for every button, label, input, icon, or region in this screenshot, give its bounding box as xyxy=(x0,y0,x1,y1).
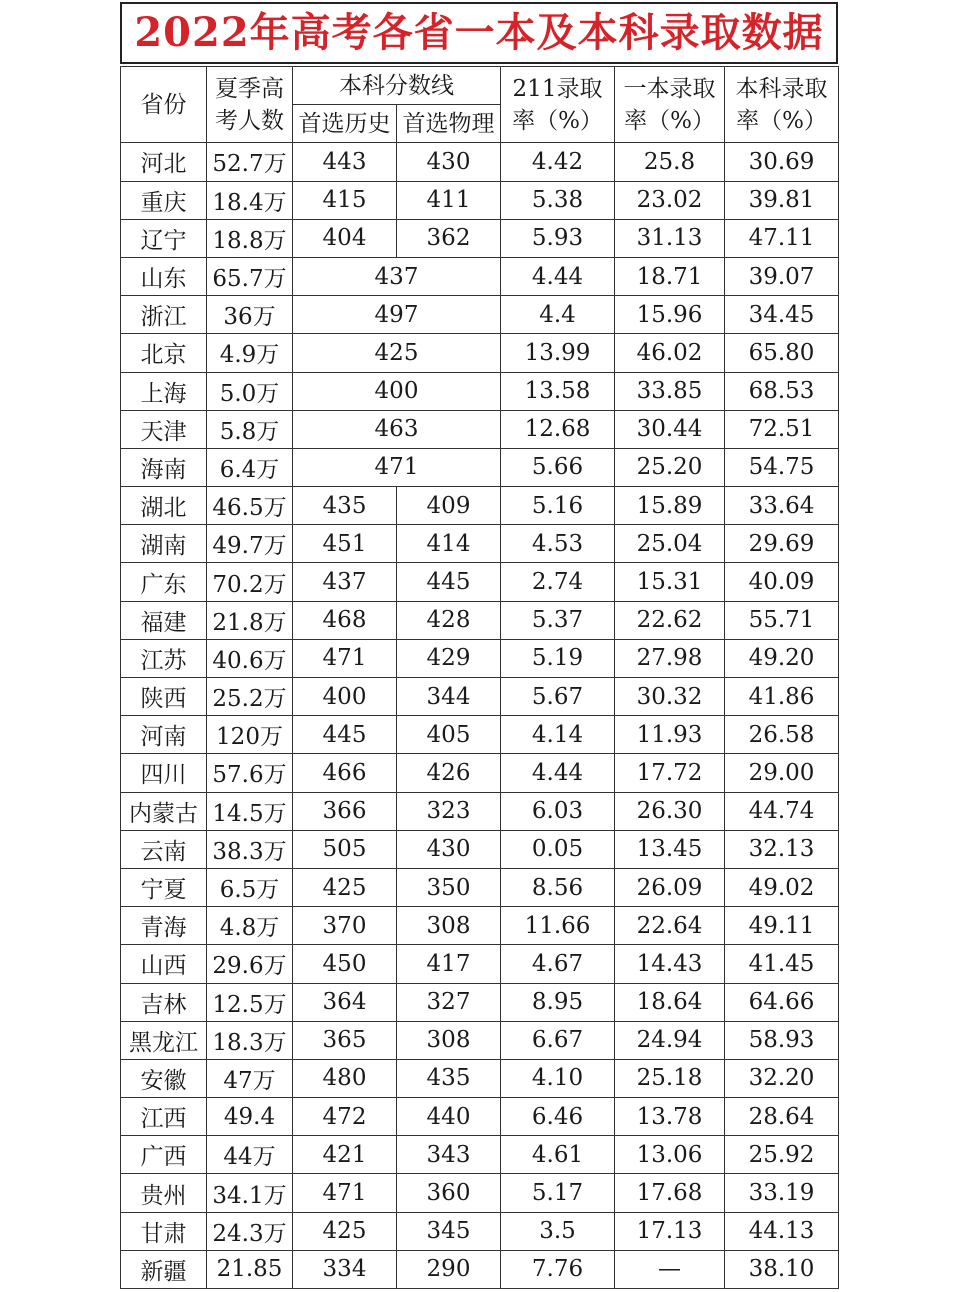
cell-province: 陕西 xyxy=(121,678,207,716)
cell-applicants: 5.0万 xyxy=(207,372,293,410)
cell-cutoff-history: 435 xyxy=(293,487,397,525)
header-211-rate-line1: 211录取 xyxy=(512,75,603,102)
cell-bachelor-rate: 32.20 xyxy=(725,1059,839,1097)
cell-tier1-rate: 18.64 xyxy=(615,983,725,1021)
cell-tier1-rate: 18.71 xyxy=(615,257,725,295)
cell-bachelor-rate: 26.58 xyxy=(725,716,839,754)
cell-cutoff-history: 421 xyxy=(293,1136,397,1174)
cell-bachelor-rate: 41.45 xyxy=(725,945,839,983)
table-row xyxy=(121,868,839,906)
cell-cutoff-history: 505 xyxy=(293,830,397,868)
cell-cutoff-history: 480 xyxy=(293,1059,397,1097)
cell-cutoff-physics: 405 xyxy=(397,716,501,754)
cell-bachelor-rate: 58.93 xyxy=(725,1021,839,1059)
cell-211-rate: 0.05 xyxy=(501,830,615,868)
admission-table xyxy=(120,66,839,1289)
table-row xyxy=(121,487,839,525)
table-row xyxy=(121,1098,839,1136)
cell-bachelor-rate: 33.64 xyxy=(725,487,839,525)
cell-province: 广东 xyxy=(121,563,207,601)
cell-cutoff-history: 415 xyxy=(293,181,397,219)
cell-bachelor-rate: 39.07 xyxy=(725,257,839,295)
cell-cutoff-physics: 417 xyxy=(397,945,501,983)
cell-province: 山西 xyxy=(121,945,207,983)
cell-applicants: 25.2万 xyxy=(207,678,293,716)
cell-tier1-rate: 17.72 xyxy=(615,754,725,792)
cell-cutoff-physics: 327 xyxy=(397,983,501,1021)
cell-cutoff-history: 404 xyxy=(293,219,397,257)
cell-211-rate: 4.53 xyxy=(501,525,615,563)
cell-bachelor-rate: 49.11 xyxy=(725,907,839,945)
header-applicants-line2: 考人数 xyxy=(215,107,284,134)
header-bachelor-rate xyxy=(725,67,839,143)
cell-applicants: 36万 xyxy=(207,296,293,334)
cell-cutoff-combined: 497 xyxy=(293,296,501,334)
cell-applicants: 34.1万 xyxy=(207,1174,293,1212)
cell-cutoff-physics: 409 xyxy=(397,487,501,525)
cell-bachelor-rate: 30.69 xyxy=(725,143,839,181)
cell-211-rate: 2.74 xyxy=(501,563,615,601)
data-sheet xyxy=(120,2,840,1292)
table-row xyxy=(121,601,839,639)
cell-tier1-rate: 13.06 xyxy=(615,1136,725,1174)
cell-211-rate: 4.10 xyxy=(501,1059,615,1097)
cell-province: 河北 xyxy=(121,143,207,181)
cell-bachelor-rate: 55.71 xyxy=(725,601,839,639)
cell-bachelor-rate: 33.19 xyxy=(725,1174,839,1212)
header-bachelor-rate-line1: 本科录取 xyxy=(735,75,828,102)
table-row xyxy=(121,1059,839,1097)
cell-province: 北京 xyxy=(121,334,207,372)
cell-province: 四川 xyxy=(121,754,207,792)
cell-211-rate: 8.56 xyxy=(501,868,615,906)
cell-province: 辽宁 xyxy=(121,219,207,257)
cell-tier1-rate: 13.78 xyxy=(615,1098,725,1136)
cell-cutoff-physics: 343 xyxy=(397,1136,501,1174)
table-row xyxy=(121,907,839,945)
cell-tier1-rate: 26.09 xyxy=(615,868,725,906)
cell-211-rate: 4.42 xyxy=(501,143,615,181)
table-row xyxy=(121,1174,839,1212)
cell-province: 湖北 xyxy=(121,487,207,525)
cell-211-rate: 5.93 xyxy=(501,219,615,257)
cell-applicants: 49.4 xyxy=(207,1098,293,1136)
cell-cutoff-physics: 344 xyxy=(397,678,501,716)
cell-tier1-rate: 25.04 xyxy=(615,525,725,563)
cell-211-rate: 11.66 xyxy=(501,907,615,945)
cell-bachelor-rate: 64.66 xyxy=(725,983,839,1021)
cell-applicants: 120万 xyxy=(207,716,293,754)
cell-211-rate: 12.68 xyxy=(501,410,615,448)
header-applicants xyxy=(207,67,293,143)
cell-cutoff-history: 471 xyxy=(293,1174,397,1212)
cell-tier1-rate: 26.30 xyxy=(615,792,725,830)
cell-cutoff-physics: 428 xyxy=(397,601,501,639)
cell-province: 重庆 xyxy=(121,181,207,219)
cell-211-rate: 4.14 xyxy=(501,716,615,754)
cell-211-rate: 6.46 xyxy=(501,1098,615,1136)
cell-cutoff-physics: 435 xyxy=(397,1059,501,1097)
cell-tier1-rate: 22.62 xyxy=(615,601,725,639)
cell-tier1-rate: 23.02 xyxy=(615,181,725,219)
table-row xyxy=(121,716,839,754)
cell-bachelor-rate: 54.75 xyxy=(725,448,839,486)
cell-211-rate: 8.95 xyxy=(501,983,615,1021)
table-row xyxy=(121,1250,839,1288)
cell-cutoff-history: 334 xyxy=(293,1250,397,1288)
cell-cutoff-history: 468 xyxy=(293,601,397,639)
cell-applicants: 24.3万 xyxy=(207,1212,293,1250)
cell-province: 黑龙江 xyxy=(121,1021,207,1059)
cell-cutoff-history: 437 xyxy=(293,563,397,601)
cell-211-rate: 6.67 xyxy=(501,1021,615,1059)
cell-tier1-rate: 31.13 xyxy=(615,219,725,257)
cell-cutoff-history: 445 xyxy=(293,716,397,754)
cell-211-rate: 6.03 xyxy=(501,792,615,830)
cell-bachelor-rate: 28.64 xyxy=(725,1098,839,1136)
cell-cutoff-history: 425 xyxy=(293,868,397,906)
cell-bachelor-rate: 38.10 xyxy=(725,1250,839,1288)
cell-applicants: 12.5万 xyxy=(207,983,293,1021)
cell-cutoff-history: 364 xyxy=(293,983,397,1021)
cell-tier1-rate: 11.93 xyxy=(615,716,725,754)
cell-cutoff-history: 443 xyxy=(293,143,397,181)
cell-applicants: 57.6万 xyxy=(207,754,293,792)
cell-bachelor-rate: 44.13 xyxy=(725,1212,839,1250)
cell-applicants: 47万 xyxy=(207,1059,293,1097)
cell-cutoff-history: 471 xyxy=(293,639,397,677)
cell-bachelor-rate: 68.53 xyxy=(725,372,839,410)
header-bachelor-rate-line2: 率（%） xyxy=(736,107,827,134)
cell-tier1-rate: 15.31 xyxy=(615,563,725,601)
cell-province: 浙江 xyxy=(121,296,207,334)
header-tier1-rate xyxy=(615,67,725,143)
cell-province: 山东 xyxy=(121,257,207,295)
cell-211-rate: 13.58 xyxy=(501,372,615,410)
table-row xyxy=(121,143,839,181)
table-row xyxy=(121,678,839,716)
cell-province: 安徽 xyxy=(121,1059,207,1097)
cell-bachelor-rate: 65.80 xyxy=(725,334,839,372)
cell-cutoff-combined: 471 xyxy=(293,448,501,486)
cell-applicants: 40.6万 xyxy=(207,639,293,677)
cell-province: 新疆 xyxy=(121,1250,207,1288)
cell-tier1-rate: 25.18 xyxy=(615,1059,725,1097)
cell-cutoff-physics: 323 xyxy=(397,792,501,830)
table-row xyxy=(121,372,839,410)
cell-cutoff-physics: 345 xyxy=(397,1212,501,1250)
cell-211-rate: 4.44 xyxy=(501,257,615,295)
table-row xyxy=(121,219,839,257)
cell-tier1-rate: 13.45 xyxy=(615,830,725,868)
cell-bachelor-rate: 49.20 xyxy=(725,639,839,677)
cell-cutoff-physics: 445 xyxy=(397,563,501,601)
cell-tier1-rate: 15.96 xyxy=(615,296,725,334)
cell-applicants: 6.4万 xyxy=(207,448,293,486)
cell-applicants: 4.9万 xyxy=(207,334,293,372)
cell-bachelor-rate: 49.02 xyxy=(725,868,839,906)
cell-province: 宁夏 xyxy=(121,868,207,906)
cell-bachelor-rate: 25.92 xyxy=(725,1136,839,1174)
table-row xyxy=(121,334,839,372)
cell-applicants: 49.7万 xyxy=(207,525,293,563)
table-row xyxy=(121,792,839,830)
cell-211-rate: 4.44 xyxy=(501,754,615,792)
cell-211-rate: 5.17 xyxy=(501,1174,615,1212)
header-cutoff-group: 本科分数线 xyxy=(293,67,501,105)
cell-province: 福建 xyxy=(121,601,207,639)
cell-tier1-rate: 22.64 xyxy=(615,907,725,945)
cell-applicants: 46.5万 xyxy=(207,487,293,525)
cell-cutoff-physics: 426 xyxy=(397,754,501,792)
cell-applicants: 21.85 xyxy=(207,1250,293,1288)
cell-bachelor-rate: 47.11 xyxy=(725,219,839,257)
table-row xyxy=(121,181,839,219)
cell-cutoff-physics: 350 xyxy=(397,868,501,906)
cell-province: 湖南 xyxy=(121,525,207,563)
cell-cutoff-history: 450 xyxy=(293,945,397,983)
table-row xyxy=(121,1212,839,1250)
cell-tier1-rate: 24.94 xyxy=(615,1021,725,1059)
cell-bachelor-rate: 41.86 xyxy=(725,678,839,716)
cell-bachelor-rate: 44.74 xyxy=(725,792,839,830)
header-tier1-rate-line2: 率（%） xyxy=(624,107,715,134)
cell-tier1-rate: 46.02 xyxy=(615,334,725,372)
table-row xyxy=(121,257,839,295)
cell-province: 广西 xyxy=(121,1136,207,1174)
cell-province: 天津 xyxy=(121,410,207,448)
header-tier1-rate-line1: 一本录取 xyxy=(623,75,716,102)
cell-applicants: 21.8万 xyxy=(207,601,293,639)
table-row xyxy=(121,410,839,448)
cell-applicants: 38.3万 xyxy=(207,830,293,868)
table-row xyxy=(121,830,839,868)
cell-211-rate: 5.67 xyxy=(501,678,615,716)
cell-bachelor-rate: 40.09 xyxy=(725,563,839,601)
table-body xyxy=(121,143,839,1289)
cell-applicants: 6.5万 xyxy=(207,868,293,906)
cell-tier1-rate: 17.68 xyxy=(615,1174,725,1212)
cell-cutoff-physics: 362 xyxy=(397,219,501,257)
cell-tier1-rate: 27.98 xyxy=(615,639,725,677)
cell-cutoff-combined: 437 xyxy=(293,257,501,295)
cell-cutoff-physics: 308 xyxy=(397,907,501,945)
cell-cutoff-history: 425 xyxy=(293,1212,397,1250)
cell-applicants: 18.8万 xyxy=(207,219,293,257)
cell-province: 云南 xyxy=(121,830,207,868)
cell-cutoff-physics: 290 xyxy=(397,1250,501,1288)
table-row xyxy=(121,639,839,677)
cell-bachelor-rate: 34.45 xyxy=(725,296,839,334)
cell-211-rate: 4.67 xyxy=(501,945,615,983)
cell-applicants: 44万 xyxy=(207,1136,293,1174)
cell-cutoff-history: 370 xyxy=(293,907,397,945)
cell-applicants: 52.7万 xyxy=(207,143,293,181)
cell-province: 江西 xyxy=(121,1098,207,1136)
cell-211-rate: 5.66 xyxy=(501,448,615,486)
cell-cutoff-physics: 429 xyxy=(397,639,501,677)
cell-tier1-rate: 25.8 xyxy=(615,143,725,181)
table-row xyxy=(121,754,839,792)
cell-province: 吉林 xyxy=(121,983,207,1021)
cell-bachelor-rate: 39.81 xyxy=(725,181,839,219)
cell-cutoff-physics: 440 xyxy=(397,1098,501,1136)
cell-province: 江苏 xyxy=(121,639,207,677)
cell-cutoff-combined: 425 xyxy=(293,334,501,372)
cell-211-rate: 4.61 xyxy=(501,1136,615,1174)
header-cutoff-physics: 首选物理 xyxy=(397,105,501,143)
cell-211-rate: 5.38 xyxy=(501,181,615,219)
cell-applicants: 5.8万 xyxy=(207,410,293,448)
cell-tier1-rate: 14.43 xyxy=(615,945,725,983)
cell-applicants: 18.3万 xyxy=(207,1021,293,1059)
cell-tier1-rate: 30.44 xyxy=(615,410,725,448)
cell-applicants: 4.8万 xyxy=(207,907,293,945)
table-row xyxy=(121,525,839,563)
cell-cutoff-history: 472 xyxy=(293,1098,397,1136)
table-row xyxy=(121,1136,839,1174)
cell-applicants: 70.2万 xyxy=(207,563,293,601)
cell-bachelor-rate: 29.69 xyxy=(725,525,839,563)
cell-bachelor-rate: 72.51 xyxy=(725,410,839,448)
cell-bachelor-rate: 32.13 xyxy=(725,830,839,868)
cell-cutoff-physics: 430 xyxy=(397,830,501,868)
cell-cutoff-physics: 360 xyxy=(397,1174,501,1212)
cell-cutoff-history: 451 xyxy=(293,525,397,563)
cell-province: 青海 xyxy=(121,907,207,945)
cell-cutoff-combined: 463 xyxy=(293,410,501,448)
cell-province: 甘肃 xyxy=(121,1212,207,1250)
cell-211-rate: 3.5 xyxy=(501,1212,615,1250)
cell-province: 贵州 xyxy=(121,1174,207,1212)
cell-211-rate: 13.99 xyxy=(501,334,615,372)
cell-applicants: 65.7万 xyxy=(207,257,293,295)
header-applicants-line1: 夏季高 xyxy=(215,75,284,102)
cell-tier1-rate: 17.13 xyxy=(615,1212,725,1250)
table-row xyxy=(121,296,839,334)
table-row xyxy=(121,983,839,1021)
table-row xyxy=(121,1021,839,1059)
cell-tier1-rate: 30.32 xyxy=(615,678,725,716)
cell-bachelor-rate: 29.00 xyxy=(725,754,839,792)
cell-cutoff-physics: 414 xyxy=(397,525,501,563)
page-title: 2022年高考各省一本及本科录取数据 xyxy=(120,2,838,64)
cell-cutoff-history: 466 xyxy=(293,754,397,792)
cell-211-rate: 7.76 xyxy=(501,1250,615,1288)
cell-cutoff-history: 400 xyxy=(293,678,397,716)
cell-province: 海南 xyxy=(121,448,207,486)
header-cutoff-history: 首选历史 xyxy=(293,105,397,143)
cell-province: 河南 xyxy=(121,716,207,754)
cell-211-rate: 5.19 xyxy=(501,639,615,677)
header-211-rate xyxy=(501,67,615,143)
table-row xyxy=(121,945,839,983)
cell-tier1-rate: 33.85 xyxy=(615,372,725,410)
cell-cutoff-physics: 308 xyxy=(397,1021,501,1059)
cell-cutoff-physics: 430 xyxy=(397,143,501,181)
cell-province: 上海 xyxy=(121,372,207,410)
cell-cutoff-physics: 411 xyxy=(397,181,501,219)
cell-cutoff-history: 366 xyxy=(293,792,397,830)
cell-tier1-rate: 15.89 xyxy=(615,487,725,525)
header-211-rate-line2: 率（%） xyxy=(512,107,603,134)
cell-cutoff-history: 365 xyxy=(293,1021,397,1059)
table-row xyxy=(121,563,839,601)
cell-province: 内蒙古 xyxy=(121,792,207,830)
cell-211-rate: 5.37 xyxy=(501,601,615,639)
header-province: 省份 xyxy=(121,67,207,143)
cell-applicants: 29.6万 xyxy=(207,945,293,983)
cell-cutoff-combined: 400 xyxy=(293,372,501,410)
cell-applicants: 14.5万 xyxy=(207,792,293,830)
cell-211-rate: 4.4 xyxy=(501,296,615,334)
table-row xyxy=(121,448,839,486)
cell-211-rate: 5.16 xyxy=(501,487,615,525)
cell-applicants: 18.4万 xyxy=(207,181,293,219)
cell-tier1-rate: 25.20 xyxy=(615,448,725,486)
cell-tier1-rate: — xyxy=(615,1250,725,1288)
